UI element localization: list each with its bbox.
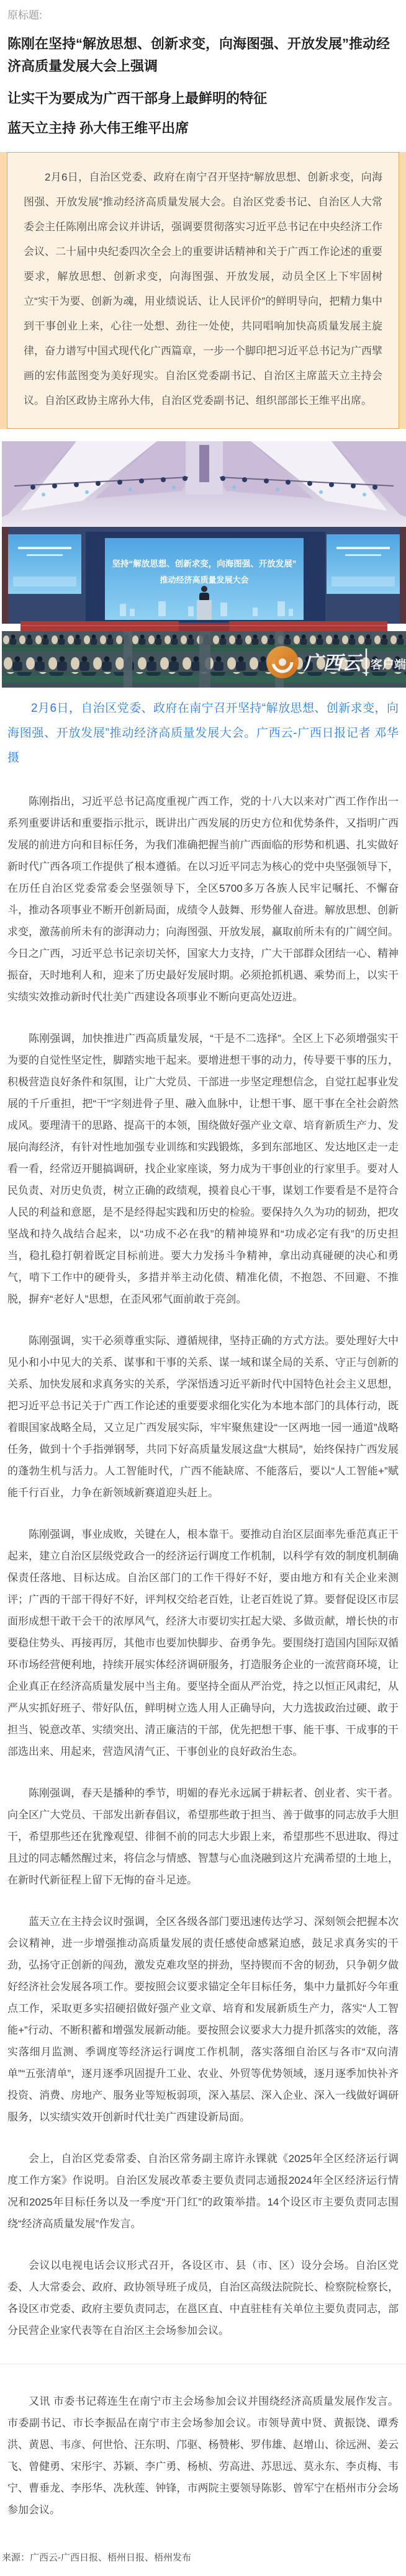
photo-side-screen-left (8, 534, 81, 594)
summary-box-inner (7, 152, 399, 429)
original-title-label: 原标题: (7, 9, 42, 21)
photo-side-screen-right (327, 534, 400, 594)
conference-photo (2, 441, 406, 688)
subheadline-1: 让实干为要成为广西干部身上最鲜明的特征 (7, 91, 268, 106)
paragraph-3: 陈刚强调，实干必须尊重实际、遵循规律，坚持正确的方式方法。要处理好大中见小和小中见大的关系、谋事和干事的关系、谋一域和谋全局的关系、守正与创新的关系、加快发展和求真务实的关系，学深悟透习近平新时代中国特色社会主义思想，把习近平总书记关于广西工作论述的重要要求细化实化为本地本部门的具体行动，既着眼国家战略全局，又立足广西发展实际，牢牢聚焦建设“一区两地一园一通道”战略任务，做到十个手指弹钢琴，共同下好高质量发展这盘“大棋局”，始终保持广西发展的蓬勃生机与活力。人工智能时代，广西不能缺席、不能落后，要以“人工智能+”赋能千行百业，力争在新领域新赛道迎头赶上。 (7, 1335, 399, 1499)
paragraph-5: 陈刚强调，春天是播种的季节，明媚的春光永远属于耕耘者、创业者、实干者。向全区广大党员、干部发出新春倡议，希望那些敢于担当、善于做事的同志放手大胆干，希望那些还在犹豫观望、徘徊不前的同志大步跟上来，希望那些不思进取、得过且过的同志幡然醒过来，将信念与情感、智慧与心血浇融到这片充满希望的土地上，在新时代新征程上留下无悔的奋斗足迹。 (7, 1787, 399, 1886)
summary-box (0, 152, 406, 429)
paragraph-2: 陈刚强调，加快推进广西高质量发展，“干是不二选择”。全区上下必须增强实干为要的自觉性坚定性，脚踏实地干起来。要增进想干事的动力，传导要干事的压力，积极营造良好条件和氛围，让广大党员、干部进一步坚定理想信念，自觉扛起事业发展的千斤重担，把“干”字刻进骨子里、融入血脉中，让想干事、愿干事在全社会蔚然成风。要理清干的思路、提高干的本领，围绕做好强产业文章、培育新质生产力、发展向海经济，有针对性地加强专业训练和实践锻炼，多到东部地区、发达地区走一走看一看，经常迈开腿搞调研，找企业家座谈，努力成为干事创业的行家里手。要对人民负责、对历史负责，树立正确的政绩观，摸着良心干事，谋划工作要看是不是符合人民的利益和意愿，是不是经得起实践和历史的检验。要保持久久为功的韧劲，把攻坚战和持久战结合起来，以“功成不必在我”的精神境界和“功成必定有我”的历史担当，稳扎稳打朝着既定目标前进。要大力发扬斗争精神，拿出动真碰硬的决心和勇气，啃下工作中的硬骨头，多措并举主动化债、精准化债，不抱怨、不回避、不推脱，摒弃“老好人”思想，在歪风邪气面前敢于亮剑。 (7, 1033, 399, 1305)
watermark-client-text: 客户端 (371, 658, 406, 671)
paragraph-8: 会议以电视电话会议形式召开，各设区市、县（市、区）设分会场。自治区党委、人大常委会、政府、政协领导班子成员，自治区高级法院院长、检察院检察长，各设区市党委、政府主要负责同志，在邕区直、中直驻桂有关单位主要负责同志，部分民营企业家代表等在自治区主会场参加会议。 (7, 2260, 399, 2336)
photo-screen-text-line1: 坚持“解放思想、创新求变，向海图强、开放发展” (112, 559, 297, 568)
photo-stage-steps (20, 621, 387, 631)
photo-stage (2, 527, 406, 631)
photo-main-screen (105, 538, 304, 620)
conference-photo-illustration (2, 441, 406, 688)
page-title: 陈刚在坚持“解放思想、创新求变，向海图强、开放发展”推动经济高质量发展大会上强调 (7, 36, 390, 74)
photo-ceiling (2, 441, 406, 534)
paragraph-7: 会上，自治区党委常委、自治区常务副主席许永锞就《2025年全区经济运行调度工作方案》作说明。自治区发展改革委主要负责同志通报2024年全区经济运行情况和2025年目标任务以及一季度“开门红”的政策举措。14个设区市主要负责同志围绕“经济高质量发展”作发言。 (7, 2153, 399, 2230)
subheadline-2: 蓝天立主持 孙大伟王维平出席 (7, 120, 189, 136)
photo-screen-text-line2: 推动经济高质量发展大会 (160, 575, 249, 585)
source-line: 来源：广西云-广西日报、梧州日报、梧州发布 (2, 2552, 191, 2563)
paragraph-6: 蓝天立在主持会议时强调，全区各级各部门要迅速传达学习、深刻领会把握本次会议精神，进一步增强推动高质量发展的责任感使命感紧迫感，鼓足求真务实的干劲，弘扬守正创新的闯劲，激发克难攻坚的拼劲，坚持锲而不舍的韧劲，只争朝夕做好经济社会发展各项工作。要按照会议要求锚定全年目标任务，集中力量抓好今年重点工作，采取更多实招硬招做好强产业文章、培育和发展新质生产力，落实“人工智能+”行动、不断积蓄和增强发展新动能。要按照会议要求大力提升抓落实的效能，落实落细月监测、季调度等经济运行调度工作机制，落实落细自治区与各市“双向清单”“五张清单”，逐月逐季巩固提升工业、农业、外贸等优势领域，逐月逐季加快补齐投资、消费、房地产、服务业等短板弱项，深入基层、深入企业、深入一线做好调研服务，以实绩实效开创新时代壮美广西建设新局面。 (7, 1916, 399, 2123)
paragraph-4: 陈刚强调，事业成败，关键在人，根本靠干。要推动自治区层面率先垂范真正干起来，建立自治区层级党政合一的经济运行调度工作机制，以科学有效的制度机制确保责任落地、目标达成。自治区部门的工作干得好不好，要由地方和有关企业来测评；广西的干部干得好不好，评判权交给老百姓，让老百姓说了算。要督促设区市层面形成想干敢干会干的浓厚风气，经济大市要切实扛起大梁、多做贡献，增长快的市要稳住势头、再接再厉，其他市也要加快脚步、奋勇争先。要围绕打造国内国际双循环市场经营便利地，持续开展实体经济调研服务，打造服务企业的一流营商环境，让企业真正在经济高质量发展中当主角。要坚持全面从严治党，持之以恒正风肃纪，从严从实抓好班子、带好队伍，鲜明树立选人用人正确导向，大力选拔政治过硬、敢于担当、锐意改革、实绩突出、清正廉洁的干部，优先把想干事、能干事、干成事的干部选出来、用起来，营造风清气正、干事创业的良好政治生态。 (7, 1528, 399, 1757)
paragraph-1: 陈刚指出，习近平总书记高度重视广西工作，党的十八大以来对广西工作作出一系列重要讲话和重要指示批示，既讲出广西发展的历史方位和优势条件，又指明广西发展的前进方向和目标任务，为我们准确把握当前广西面临的形势和机遇、扎实做好新时代广西各项工作提供了根本遵循。在以习近平同志为核心的党中央坚强领导下，在历任自治区党委常委会坚强领导下，全区5700多万各族人民牢记嘱托、不懈奋斗，推动各项事业不断开创新局面，成绩令人鼓舞、形势催人奋进。解放思想、创新求变，激荡前所未有的澎湃动力；向海图强、开放发展，赢取前所未有的广阔空间。今日之广西，习近平总书记亲切关怀，国家大力支持，广大干部群众团结一心、精神振奋，天时地利人和，迎来了历史最好发展时期。必须抢抓机遇、乘势而上，以实干实绩实效推动新时代壮美广西建设各项事业不断向更高处迈进。 (7, 796, 399, 1003)
paragraph-9: 又讯 市委书记蒋连生在南宁市主会场参加会议并围绕经济高质量发展作发言。市委副书记、市长李振品在南宁市主会场参加会议。市领导黄中贤、黄振饶、谭秀洪、黄恩、韦彦、何世恰、汪东明、邝驱、杨赞彬、罗伟雄、赵增山、徐远洲、姜云飞、曾健勇、宋彤宇、苏颖、李广勇、杨桢、劳高进、苏思远、莫永东、李贞梅、韦宁、曹垂龙、李彤华、冼秋莲、钟锋，市两院主要领导陈影、曾军宁在梧州市分会场参加会议。 (7, 2395, 399, 2516)
summary-text: 2月6日，自治区党委、政府在南宁召开坚持“解放思想、创新求变，向海图强、开放发展”推动经济高质量发展大会。自治区党委书记、自治区人大常委会主任陈刚出席会议并讲话，强调要贯彻落实习近平总书记在中央经济工作会议、二十届中央纪委四次全会上的重要讲话精神和关于广西工作论述的重要要求，解放思想、创新求变，向海图强、开放发展，动员全区上下牢固树立“实干为要、创新为魂，用业绩说话、让人民评价”的鲜明导向，把精力集中到干事创业上来，心往一处想、劲往一处使，共同唱响加快高质量发展主旋律，奋力谱写中国式现代化广西篇章，一步一个脚印把习近平总书记为广西擘画的宏伟蓝图变为美好现实。自治区党委副书记、自治区主席蓝天立主持会议。自治区政协主席孙大伟，自治区党委副书记、组织部部长王维平出席。 (24, 171, 382, 406)
photo-caption: 2月6日，自治区党委、政府在南宁召开坚持“解放思想、创新求变，向海图强、开放发展”推动经济高质量发展大会。广西云-广西日报记者 邓华 摄 (7, 702, 399, 765)
watermark-brand-text: 广西云 (304, 652, 361, 674)
